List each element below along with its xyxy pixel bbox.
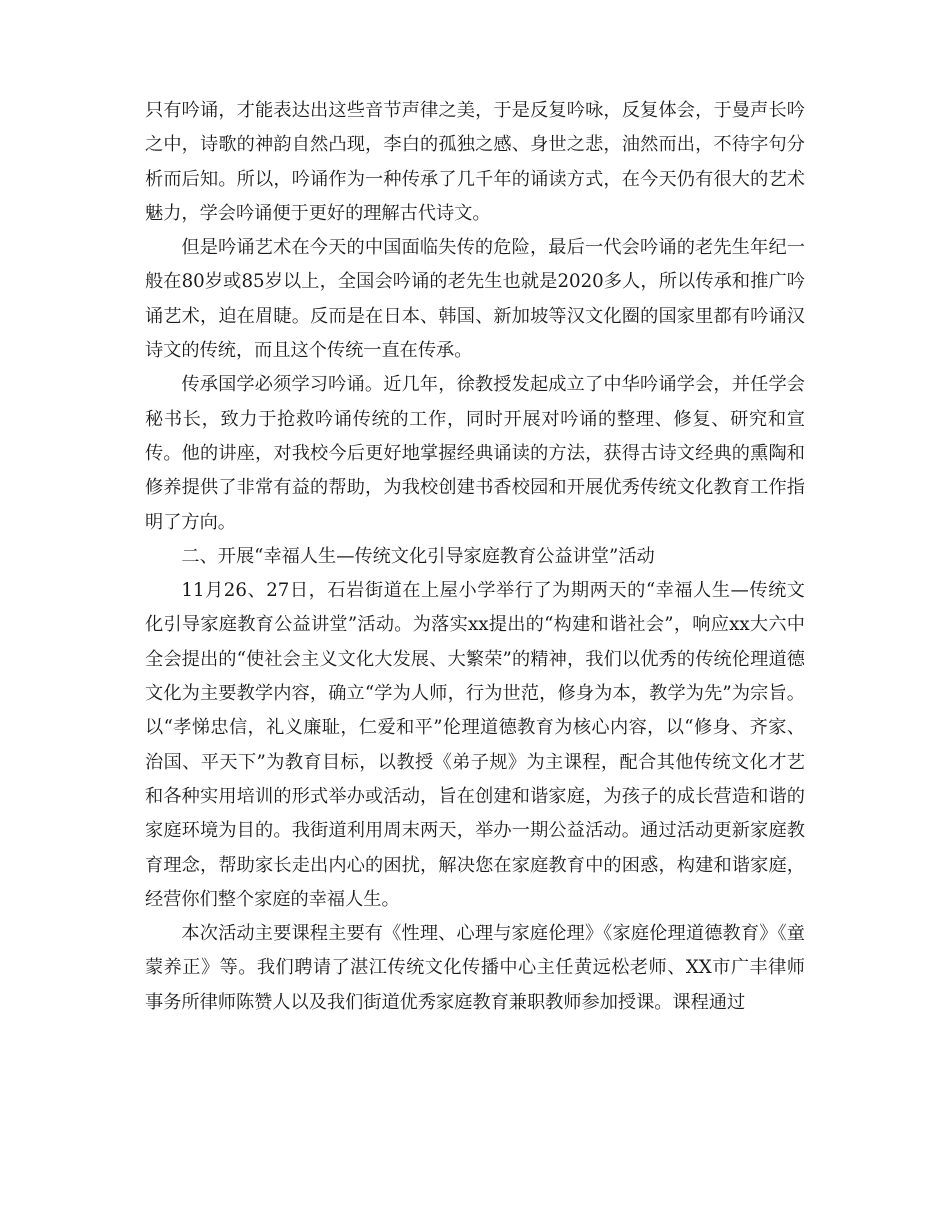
paragraph-2: 但是吟诵艺术在今天的中国面临失传的危险，最后一代会吟诵的老先生年纪一般在80岁或85岁以上，全国会吟诵的老先生也就是2020多人，所以传承和推广吟诵艺术，迫在眉睫。反而是在日本、韩国、新加坡等汉文化圈的国家里都有吟诵汉诗文的传统，而且这个传统一直在传承。 (145, 237, 805, 362)
paragraph-4: 11月26、27日，石岩街道在上屋小学举行了为期两天的“幸福人生—传统文化引导家庭教育公益讲堂”活动。为落实xx提出的“构建和谐社会”，响应xx大六中全会提出的“使社会主义文化大发展、大繁荣”的精神，我们以优秀的传统伦理道德文化为主要教学内容，确立“学为人师，行为世范，修身为本，教学为先”为宗旨。以“孝悌忠信，礼义廉耻，仁爱和平”伦理道德教育为核心内容，以“修身、齐家、治国、平天下”为教育目标，以教授《弟子规》为主课程，配合其他传统文化才艺和各种实用培训的形式举办或活动，旨在创建和谐家庭，为孩子的成长营造和谐的家庭环境为目的。我街道利用周末两天，举办一期公益活动。通过活动更新家庭教育理念，帮助家长走出内心的困扰，解决您在家庭教育中的困惑，构建和谐家庭，经营你们整个家庭的幸福人生。 (145, 580, 805, 910)
paragraph-3: 传承国学必须学习吟诵。近几年，徐教授发起成立了中华吟诵学会，并任学会秘书长，致力于抢救吟诵传统的工作，同时开展对吟诵的整理、修复、研究和宣传。他的讲座，对我校今后更好地掌握经典诵读的方法，获得古诗文经典的熏陶和修养提供了非常有益的帮助，为我校创建书香校园和开展优秀传统文化教育工作指明了方向。 (145, 374, 805, 533)
paragraph-1: 只有吟诵，才能表达出这些音节声律之美，于是反复吟咏，反复体会，于曼声长吟之中，诗歌的神韵自然凸现，李白的孤独之感、身世之悲，油然而出，不待字句分析而后知。所以，吟诵作为一种传承了几千年的诵读方式，在今天仍有很大的艺术魅力，学会吟诵便于更好的理解古代诗文。 (145, 100, 805, 224)
section-heading: 二、开展“幸福人生—传统文化引导家庭教育公益讲堂”活动 (181, 545, 655, 567)
document-body (145, 94, 805, 1020)
paragraph-5: 本次活动主要课程主要有《性理、心理与家庭伦理》《家庭伦理道德教育》《童蒙养正》等。我们聘请了湛江传统文化传播中心主任黄远松老师、XX市广丰律师事务所律师陈赞人以及我们街道优秀家庭教育兼职教师参加授课。课程通过 (145, 923, 805, 1013)
